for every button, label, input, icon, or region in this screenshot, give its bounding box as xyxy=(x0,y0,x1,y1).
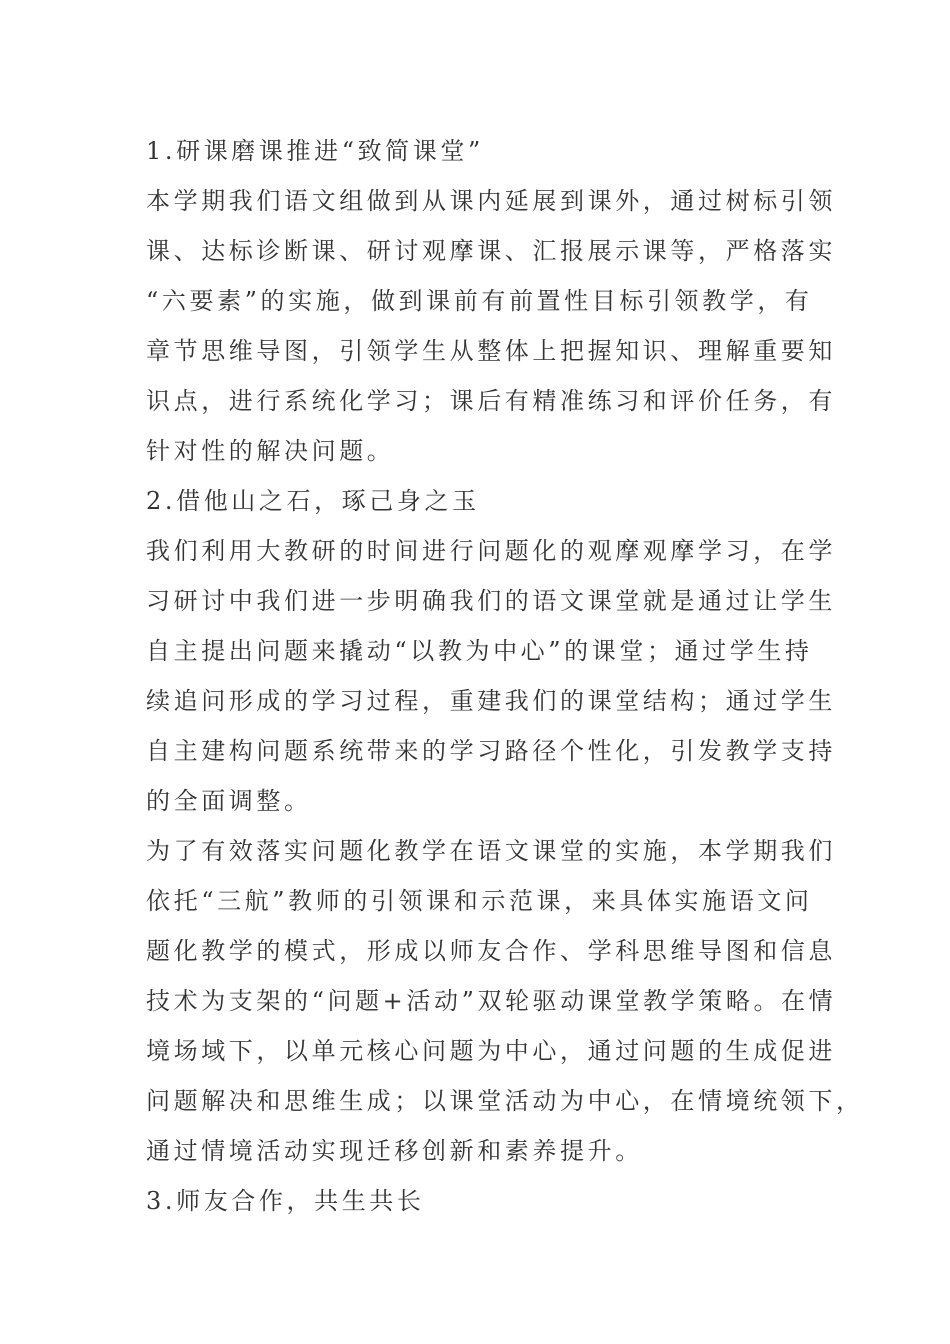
paragraph-line: 课、达标诊断课、研讨观摩课、汇报展示课等，严格落实 xyxy=(146,237,836,265)
paragraph-line: 境场域下，以单元核心问题为中心，通过问题的生成促进 xyxy=(146,1037,836,1065)
paragraph-line: 习研讨中我们进一步明确我们的语文课堂就是通过让学生 xyxy=(146,587,836,615)
paragraph-line: 续追问形成的学习过程，重建我们的课堂结构；通过学生 xyxy=(146,687,836,715)
paragraph-line: 为了有效落实问题化教学在语文课堂的实施，本学期我们 xyxy=(146,837,836,865)
paragraph-line: 针对性的解决问题。 xyxy=(146,437,395,465)
paragraph-line: 本学期我们语文组做到从课内延展到课外，通过树标引领 xyxy=(146,187,836,215)
section-heading-1: 1.研课磨课推进“致简课堂” xyxy=(146,137,484,165)
paragraph-line: 的全面调整。 xyxy=(146,787,312,815)
paragraph-line: 自主建构问题系统带来的学习路径个性化，引发教学支持 xyxy=(146,737,836,765)
document-body xyxy=(146,126,864,1226)
paragraph-line: 通过情境活动实现迁移创新和素养提升。 xyxy=(146,1137,643,1165)
section-heading-3: 3.师友合作，共生共长 xyxy=(146,1187,425,1215)
paragraph-line: 依托“三航”教师的引领课和示范课，来具体实施语文问 xyxy=(146,887,813,915)
paragraph-line: 问题解决和思维生成；以课堂活动为中心，在情境统领下， xyxy=(146,1087,864,1115)
paragraph-line: 我们利用大教研的时间进行问题化的观摩观摩学习，在学 xyxy=(146,537,836,565)
paragraph-line: “六要素”的实施，做到课前有前置性目标引领教学，有 xyxy=(146,287,813,315)
paragraph-line: 章节思维导图，引领学生从整体上把握知识、理解重要知 xyxy=(146,337,836,365)
paragraph-line: 题化教学的模式，形成以师友合作、学科思维导图和信息 xyxy=(146,937,836,965)
paragraph-line: 识点，进行系统化学习；课后有精准练习和评价任务，有 xyxy=(146,387,836,415)
section-heading-2: 2.借他山之石，琢己身之玉 xyxy=(146,487,480,515)
paragraph-line: 技术为支架的“问题+活动”双轮驱动课堂教学策略。在情 xyxy=(146,987,837,1015)
paragraph-line: 自主提出问题来撬动“以教为中心”的课堂；通过学生持 xyxy=(146,637,813,665)
